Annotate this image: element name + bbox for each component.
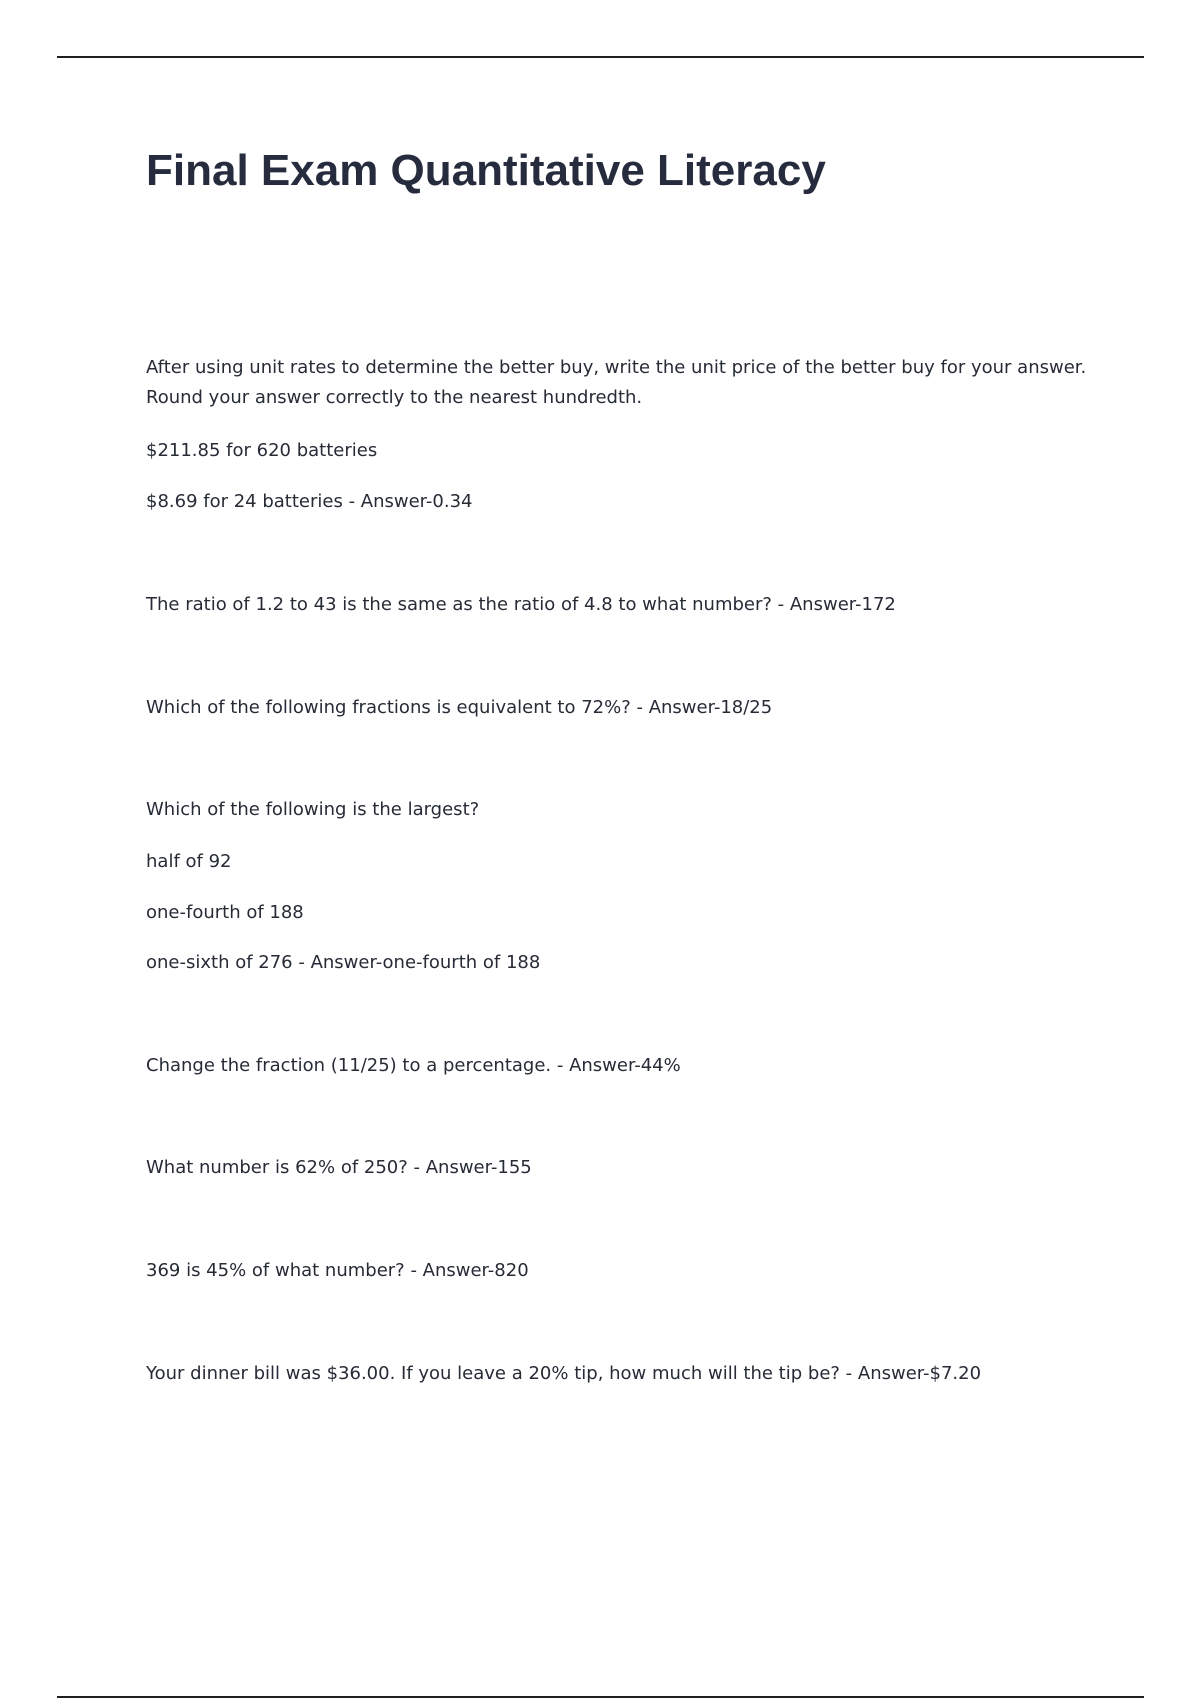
question-1-line-1: After using unit rates to determine the better buy, write the unit price of the better buy for your answer. [146, 357, 1087, 378]
document-title: Final Exam Quantitative Literacy [146, 146, 826, 195]
question-4-option-1: half of 92 [146, 851, 232, 872]
question-6: What number is 62% of 250? - Answer-155 [146, 1157, 532, 1178]
bottom-rule [57, 1696, 1144, 1698]
question-5: Change the fraction (11/25) to a percentage. - Answer-44% [146, 1055, 681, 1076]
question-3: Which of the following fractions is equivalent to 72%? - Answer-18/25 [146, 697, 773, 718]
top-rule [57, 56, 1144, 58]
question-7: 369 is 45% of what number? - Answer-820 [146, 1260, 529, 1281]
question-8: Your dinner bill was $36.00. If you leave a 20% tip, how much will the tip be? - Answer-$7.20 [146, 1363, 982, 1384]
question-2: The ratio of 1.2 to 43 is the same as the ratio of 4.8 to what number? - Answer-172 [146, 594, 896, 615]
question-4: Which of the following is the largest? [146, 799, 480, 820]
question-4-option-2: one-fourth of 188 [146, 902, 304, 923]
question-4-option-3-answer: one-sixth of 276 - Answer-one-fourth of 188 [146, 952, 541, 973]
question-1-option-1: $211.85 for 620 batteries [146, 440, 378, 461]
question-1-option-2-answer: $8.69 for 24 batteries - Answer-0.34 [146, 491, 473, 512]
question-1-line-2: Round your answer correctly to the nearest hundredth. [146, 387, 643, 408]
